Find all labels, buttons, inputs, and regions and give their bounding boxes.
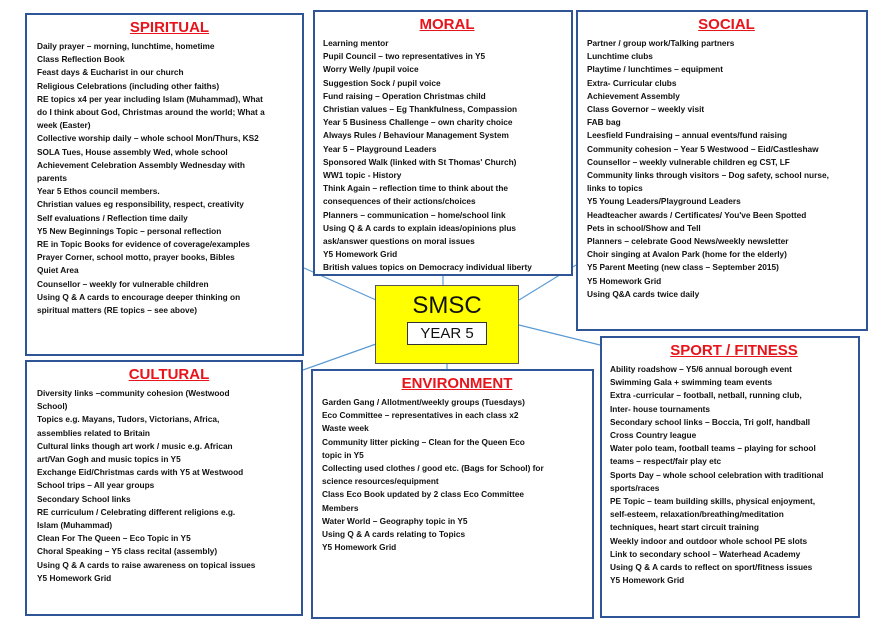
list-item: Leesfield Fundraising – annual events/fund raising (587, 130, 788, 141)
list-item: spiritual matters (RE topics – see above) (37, 305, 197, 316)
list-item: School trips – All year groups (37, 480, 155, 491)
list-item: Using Q & A cards to encourage deeper thinking on (37, 291, 241, 302)
list-item: Worry Welly /pupil voice (323, 64, 419, 75)
list-item: sports/races (610, 482, 660, 493)
list-item: WW1 topic - History (323, 170, 402, 181)
list-item: Christian values – Eg Thankfulness, Compassion (323, 104, 518, 115)
year-label: YEAR 5 (407, 322, 486, 345)
list-item: Christian values eg responsibility, respect, creativity (37, 199, 244, 210)
connector-cultural (303, 344, 376, 370)
list-item: British values topics on Democracy individual liberty (323, 262, 532, 273)
list-item: Suggestion Sock / pupil voice (323, 77, 441, 88)
list-item: Y5 Homework Grid (587, 275, 662, 286)
list-item: Cultural links though art work / music e.g. African (37, 440, 233, 451)
list-item: parents (37, 173, 67, 184)
list-item: Planners – communication – home/school link (323, 209, 506, 220)
sport-fitness-box (600, 336, 860, 618)
list-item: Pupil Council – two representatives in Y5 (323, 51, 486, 62)
list-item: Sponsored Walk (linked with St Thomas' Church) (323, 156, 517, 167)
list-item: Feast days & Eucharist in our church (37, 67, 184, 78)
spiritual-title: SPIRITUAL (129, 19, 210, 36)
list-item: Using Q & A cards relating to Topics (322, 529, 466, 540)
list-item: Y5 New Beginnings Topic – personal reflection (37, 225, 222, 236)
list-item: Choir singing at Avalon Park (home for the elderly) (587, 249, 787, 260)
list-item: Pets in school/Show and Tell (587, 222, 701, 233)
environment-box (311, 369, 594, 619)
list-item: Link to secondary school – Waterhead Academy (610, 548, 801, 559)
list-item: Community litter picking – Clean for the Queen Eco (322, 436, 525, 447)
list-item: Headteacher awards / Certificates/ You've Been Spotted (587, 209, 807, 220)
list-item: Daily prayer – morning, lunchtime, hometime (37, 41, 215, 51)
list-item: Extra -curricular – football, netball, running club, (610, 390, 802, 401)
social-list (587, 37, 866, 301)
cultural-list (37, 387, 301, 585)
list-item: Fund raising – Operation Christmas child (323, 90, 486, 101)
moral-title: MORAL (419, 16, 475, 33)
sport-fitness-title: SPORT / FITNESS (670, 342, 798, 359)
environment-list (322, 396, 592, 554)
list-item: Partner / group work/Talking partners (587, 38, 735, 48)
list-item: Year 5 Ethos council members. (37, 186, 160, 197)
list-item: Swimming Gala + swimming team events (610, 377, 773, 388)
list-item: techniques, heart start circuit training (610, 522, 759, 533)
list-item: Quiet Area (37, 265, 79, 276)
list-item: Weekly indoor and outdoor whole school PE slots (610, 535, 808, 546)
smsc-center-box (375, 285, 519, 364)
list-item: Eco Committee – representatives in each class x2 (322, 410, 519, 421)
list-item: Diversity links –community cohesion (Westwood (37, 388, 230, 398)
list-item: Members (322, 502, 359, 513)
moral-list (323, 37, 571, 275)
environment-title: ENVIRONMENT (401, 375, 513, 392)
list-item: Waste week (322, 423, 369, 434)
spiritual-box (25, 13, 304, 356)
social-box (576, 10, 868, 331)
list-item: PE Topic – team building skills, physical enjoyment, (610, 496, 816, 507)
list-item: week (Easter) (37, 120, 91, 131)
list-item: Learning mentor (323, 38, 389, 48)
list-item: Cross Country league (610, 430, 697, 441)
list-item: Class Reflection Book (37, 54, 125, 65)
list-item: Y5 Homework Grid (610, 575, 685, 586)
list-item: Using Q&A cards twice daily (587, 288, 700, 299)
list-item: Community links through visitors – Dog safety, school nurse, (587, 170, 829, 181)
list-item: Clean For The Queen – Eco Topic in Y5 (37, 533, 191, 544)
social-title: SOCIAL (698, 16, 755, 33)
list-item: Counsellor – weekly vulnerable children eg CST, LF (587, 156, 790, 167)
list-item: RE curriculum / Celebrating different religions e.g. (37, 506, 236, 517)
list-item: Y5 Young Leaders/Playground Leaders (587, 196, 741, 207)
list-item: self-esteem, relaxation/breathing/meditation (610, 509, 784, 520)
list-item: links to topics (587, 183, 643, 194)
list-item: Ability roadshow – Y5/6 annual borough event (610, 364, 792, 374)
smsc-title: SMSC (412, 292, 482, 319)
list-item: Choral Speaking – Y5 class recital (assembly) (37, 546, 218, 557)
list-item: Lunchtime clubs (587, 51, 653, 62)
list-item: topic in Y5 (322, 449, 364, 460)
list-item: ask/answer questions on moral issues (323, 236, 475, 247)
list-item: Secondary school links – Boccia, Tri golf, handball (610, 416, 811, 427)
list-item: Achievement Celebration Assembly Wednesday with (37, 159, 245, 170)
moral-box (313, 10, 573, 276)
list-item: Water polo team, football teams – playing for school (610, 443, 816, 454)
list-item: Planners – celebrate Good News/weekly newsletter (587, 236, 789, 247)
list-item: Collecting used clothes / good etc. (Bags for School) for (322, 463, 544, 474)
list-item: Always Rules / Behaviour Management System (323, 130, 509, 141)
list-item: Garden Gang / Allotment/weekly groups (Tuesdays) (322, 397, 525, 407)
list-item: Secondary School links (37, 493, 131, 504)
list-item: Using Q & A cards to raise awareness on topical issues (37, 559, 256, 570)
list-item: Self evaluations / Reflection time daily (37, 212, 188, 223)
list-item: Year 5 Business Challenge – own charity choice (323, 117, 513, 128)
list-item: Religious Celebrations (including other faiths) (37, 80, 220, 91)
list-item: consequences of their actions/choices (323, 196, 476, 207)
list-item: Exchange Eid/Christmas cards with Y5 at Westwood (37, 467, 244, 478)
list-item: Collective worship daily – whole school Mon/Thurs, KS2 (37, 133, 259, 144)
list-item: Class Governor – weekly visit (587, 104, 705, 115)
list-item: Community cohesion – Year 5 Westwood – Eid/Castleshaw (587, 143, 819, 154)
sport-fitness-list (610, 363, 858, 587)
list-item: FAB bag (587, 117, 621, 128)
spiritual-list (37, 40, 302, 317)
list-item: Y5 Homework Grid (322, 542, 397, 553)
list-item: Islam (Muhammad) (37, 520, 113, 531)
list-item: Using Q & A cards to reflect on sport/fitness issues (610, 562, 813, 573)
list-item: Y5 Parent Meeting (new class – September 2015) (587, 262, 779, 273)
list-item: Water World – Geography topic in Y5 (322, 515, 468, 526)
list-item: science resources/equipment (322, 476, 439, 487)
list-item: Using Q & A cards to explain ideas/opinions plus (323, 222, 517, 233)
list-item: Playtime / lunchtimes – equipment (587, 64, 724, 75)
list-item: art/Van Gogh and music topics in Y5 (37, 454, 181, 465)
list-item: Counsellor – weekly for vulnerable children (37, 278, 209, 289)
list-item: Achievement Assembly (587, 90, 680, 101)
list-item: Topics e.g. Mayans, Tudors, Victorians, Africa, (37, 414, 220, 425)
list-item: Extra- Curricular clubs (587, 77, 677, 88)
list-item: Sports Day – whole school celebration with traditional (610, 469, 824, 480)
list-item: RE in Topic Books for evidence of coverage/examples (37, 239, 250, 250)
list-item: Y5 Homework Grid (37, 572, 112, 583)
list-item: assemblies related to Britain (37, 427, 150, 438)
cultural-box (25, 360, 303, 616)
list-item: Prayer Corner, school motto, prayer books, Bibles (37, 252, 235, 263)
list-item: RE topics x4 per year including Islam (Muhammad), What (37, 93, 263, 104)
list-item: Inter- house tournaments (610, 403, 711, 414)
list-item: Think Again – reflection time to think about the (323, 183, 508, 194)
list-item: School) (37, 401, 68, 412)
list-item: SOLA Tues, House assembly Wed, whole school (37, 146, 228, 157)
list-item: Year 5 – Playground Leaders (323, 143, 437, 154)
list-item: Y5 Homework Grid (323, 249, 398, 260)
list-item: Class Eco Book updated by 2 class Eco Committee (322, 489, 524, 500)
list-item: do I think about God, Christmas around the world; What a (37, 107, 265, 118)
cultural-title: CULTURAL (128, 366, 210, 383)
list-item: teams – respect/fair play etc (610, 456, 722, 467)
